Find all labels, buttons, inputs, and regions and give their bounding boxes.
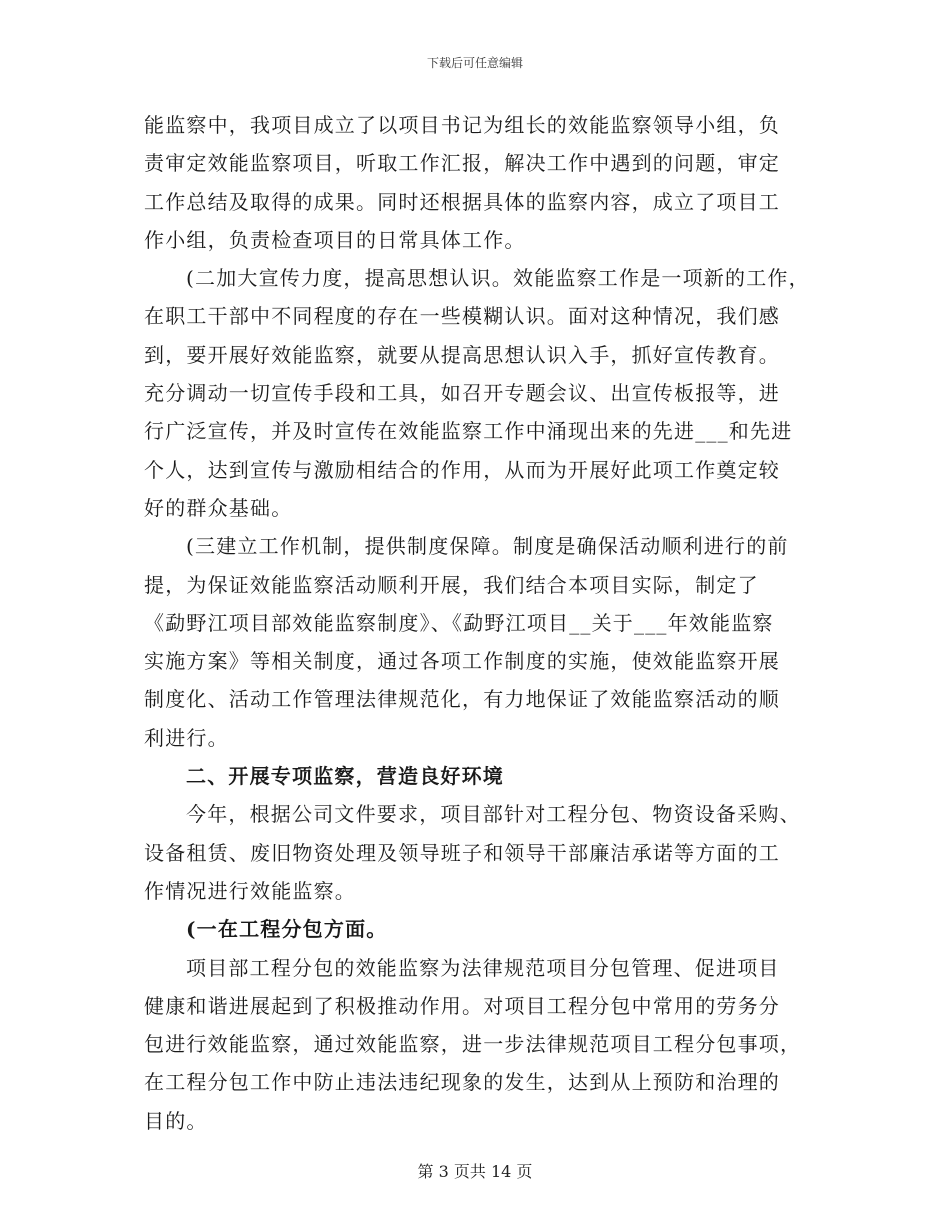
- text-line: 工作总结及取得的成果。同时还根据具体的监察内容，成立了项目工: [144, 189, 780, 214]
- section-heading-line: 二、开展专项监察，营造良好环境: [186, 764, 504, 789]
- text-line: 提，为保证效能监察活动顺利开展，我们结合本项目实际，制定了: [144, 572, 759, 597]
- header-note: 下载后可任意编辑: [426, 56, 523, 70]
- text-line: 设备租赁、废旧物资处理及领导班子和领导干部廉洁承诺等方面的工: [144, 840, 780, 865]
- text-line: 充分调动一切宣传手段和工具，如召开专题会议、出宣传板报等，进: [144, 381, 780, 406]
- text-line: 健康和谐进展起到了积极推动作用。对项目工程分包中常用的劳务分: [144, 993, 780, 1018]
- text-line: 今年，根据公司文件要求，项目部针对工程分包、物资设备采购、: [186, 802, 801, 827]
- text-line: 目的。: [144, 1108, 208, 1133]
- text-line: 制度化、活动工作管理法律规范化，有力地保证了效能监察活动的顺: [144, 687, 780, 712]
- text-line: 在工程分包工作中防止违法违纪现象的发生，达到从上预防和治理的: [144, 1070, 780, 1095]
- text-line: (二加大宣传力度，提高思想认识。效能监察工作是一项新的工作，: [186, 266, 810, 291]
- page-number: 第 3 页共 14 页: [417, 1162, 533, 1181]
- text-line: 行广泛宣传，并及时宣传在效能监察工作中涌现出来的先进___和先进: [144, 419, 793, 444]
- section-heading-line: (一在工程分包方面。: [186, 917, 388, 942]
- text-line: 到，要开展好效能监察，就要从提高思想认识入手，抓好宣传教育。: [144, 342, 780, 367]
- text-line: 在职工干部中不同程度的存在一些模糊认识。面对这种情况，我们感: [144, 304, 780, 329]
- text-line: 作小组，负责检查项目的日常具体工作。: [144, 227, 526, 252]
- document-body: [144, 106, 824, 1140]
- text-line: 责审定效能监察项目，听取工作汇报，解决工作中遇到的问题，审定: [144, 151, 780, 176]
- text-line: 《勐野江项目部效能监察制度》、《勐野江项目__关于___年效能监察: [144, 610, 774, 635]
- text-line: (三建立工作机制，提供制度保障。制度是确保活动顺利进行的前: [186, 534, 789, 559]
- text-line: 好的群众基础。: [144, 495, 293, 520]
- text-line: 项目部工程分包的效能监察为法律规范项目分包管理、促进项目: [186, 955, 780, 980]
- text-line: 能监察中，我项目成立了以项目书记为组长的效能监察领导小组，负: [144, 113, 780, 137]
- text-line: 作情况进行效能监察。: [144, 878, 356, 903]
- text-line: 个人，达到宣传与激励相结合的作用，从而为开展好此项工作奠定较: [144, 457, 780, 482]
- text-line: 包进行效能监察，通过效能监察，进一步法律规范项目工程分包事项，: [144, 1032, 802, 1057]
- text-line: 利进行。: [144, 725, 229, 750]
- text-line: 实施方案》等相关制度，通过各项工作制度的实施，使效能监察开展: [144, 649, 780, 674]
